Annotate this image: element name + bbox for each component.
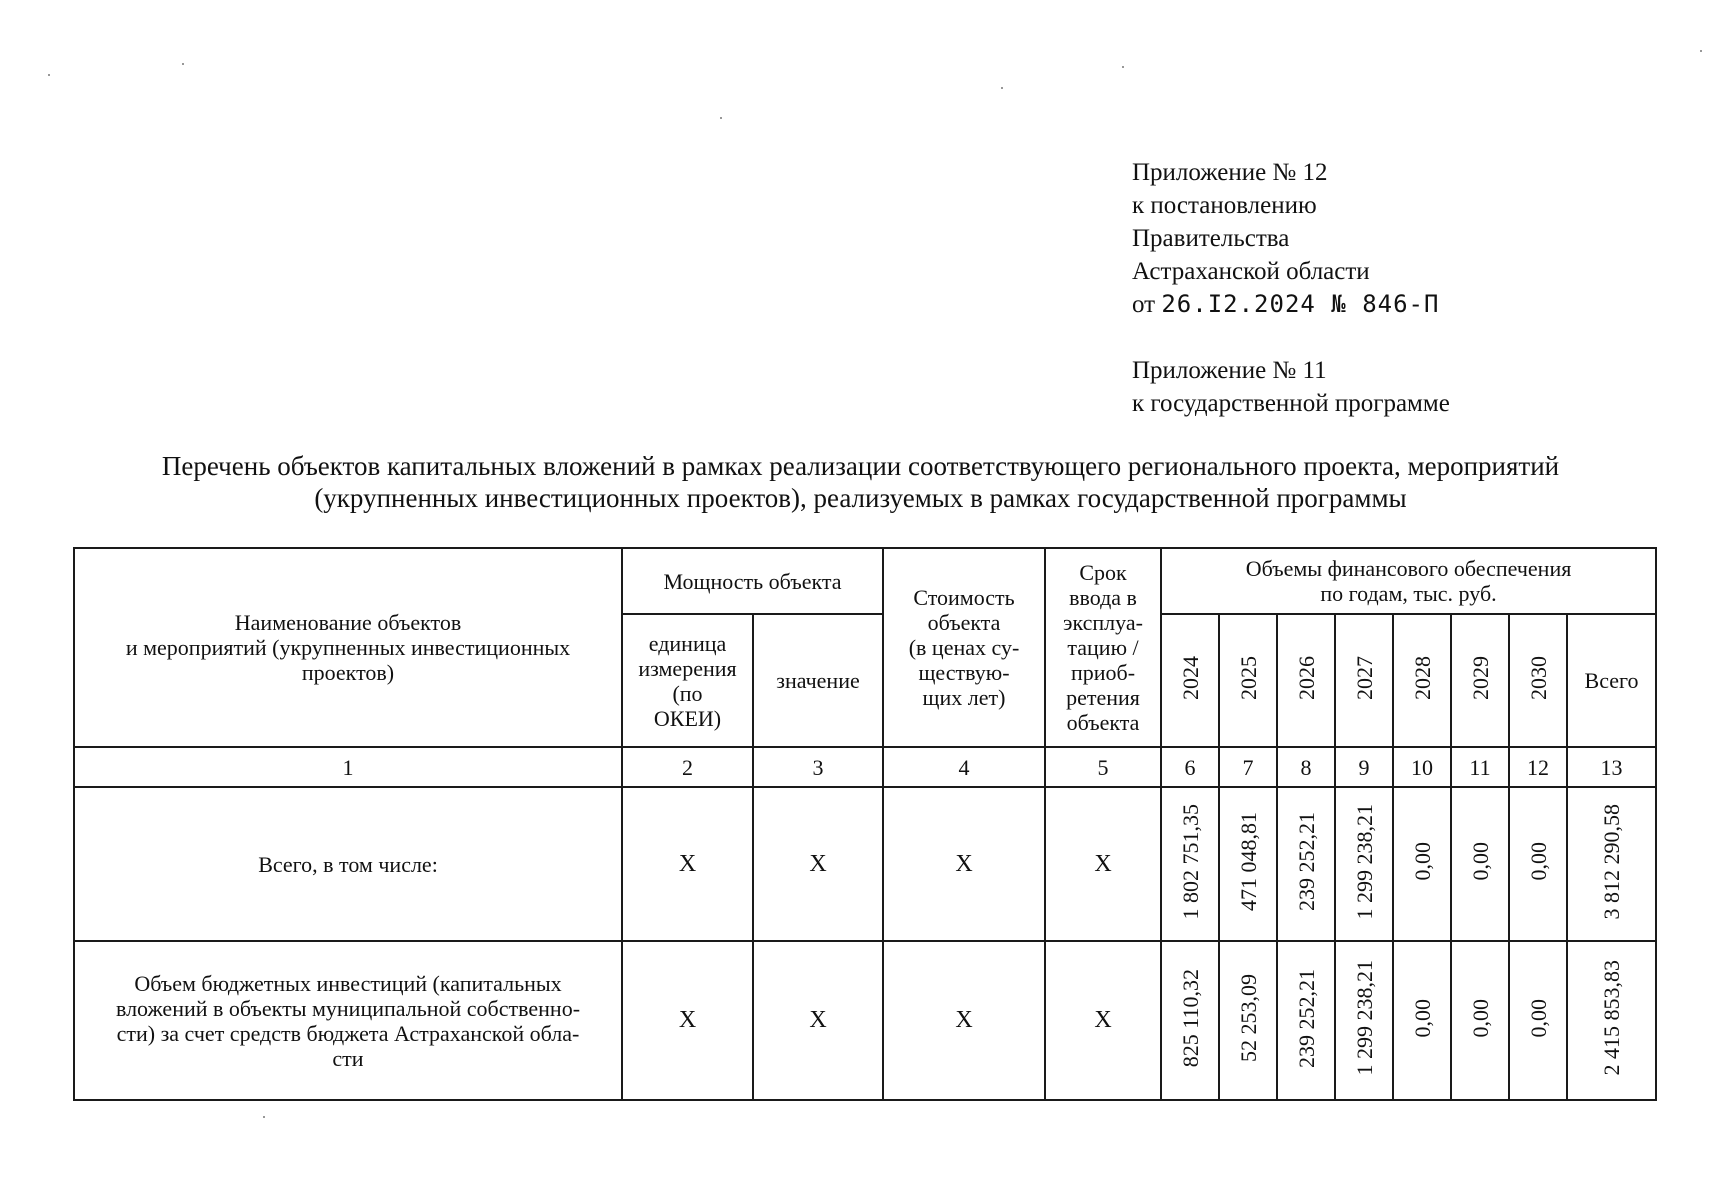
column-number: 11 <box>1451 747 1509 787</box>
amount-value: 0,00 <box>1525 842 1551 881</box>
amount-value: 0,00 <box>1409 842 1435 881</box>
amount-value: 0,00 <box>1525 998 1551 1038</box>
amount-value: 1 299 238,21 <box>1351 803 1377 920</box>
header-year-2024 <box>1161 614 1219 747</box>
column-number: 8 <box>1277 747 1335 787</box>
column-number: 12 <box>1509 747 1567 787</box>
header-unit-line: единица <box>648 630 727 656</box>
amount-2025 <box>1219 941 1277 1100</box>
header-funding <box>1161 548 1656 614</box>
column-number: 9 <box>1335 747 1393 787</box>
header-name-line: проектов) <box>301 660 395 685</box>
table-row-budget-investments <box>74 941 1656 1100</box>
header-capacity: Мощность объекта <box>622 548 883 614</box>
header-term-line: ретения <box>1066 685 1140 710</box>
program-line: к государственной программе <box>1132 390 1450 417</box>
header-unit-line: ОКЕИ) <box>653 705 722 731</box>
decree-date-line <box>1132 288 1692 321</box>
header-cost-line: щих лет) <box>922 685 1006 710</box>
amount-value: 0,00 <box>1467 998 1493 1038</box>
header-unit-line: измерения <box>638 655 737 681</box>
year-label: 2026 <box>1293 656 1319 700</box>
amount-2026 <box>1277 787 1335 941</box>
row-unit: Х <box>622 787 753 941</box>
amount-value: 52 253,09 <box>1235 974 1261 1062</box>
header-unit-line: (по <box>672 680 703 706</box>
row-name: Всего, в том числе: <box>74 787 622 941</box>
table-row-total <box>74 787 1656 941</box>
amount-2024 <box>1161 941 1219 1100</box>
header-term-line: тацию / <box>1067 635 1139 660</box>
header-cost-line: (в ценах су- <box>908 635 1020 660</box>
title-line-2: (укрупненных инвестиционных проектов), реализуемых в рамках государственной программы <box>314 483 1407 513</box>
row-name <box>74 941 622 1100</box>
header-funding-line: по годам, тыс. руб. <box>1320 581 1497 606</box>
header-year-2026 <box>1277 614 1335 747</box>
document-title <box>60 450 1661 514</box>
year-label: 2028 <box>1409 656 1435 700</box>
amount-value: 239 252,21 <box>1293 968 1319 1068</box>
amount-2027 <box>1335 787 1393 941</box>
decree-date-number: 26.I2.2024 № 846-П <box>1161 290 1440 318</box>
amount-2030 <box>1509 787 1567 941</box>
amount-2028 <box>1393 941 1451 1100</box>
amount-value: 0,00 <box>1409 998 1435 1038</box>
amount-2028 <box>1393 787 1451 941</box>
column-number: 4 <box>883 747 1045 787</box>
scan-speck <box>720 117 722 119</box>
amount-2026 <box>1277 941 1335 1100</box>
amount-total <box>1567 941 1656 1100</box>
header-year-2028 <box>1393 614 1451 747</box>
column-number: 7 <box>1219 747 1277 787</box>
region-line: Астраханской области <box>1132 258 1370 285</box>
column-number: 13 <box>1567 747 1656 787</box>
header-cost-line: объекта <box>927 610 1001 635</box>
row-term: Х <box>1045 941 1161 1100</box>
header-name-line: Наименование объектов <box>234 610 462 635</box>
decree-prefix: от <box>1132 291 1162 318</box>
row-unit: Х <box>622 941 753 1100</box>
scan-speck <box>1700 50 1702 52</box>
amount-value: 2 415 853,83 <box>1599 960 1625 1076</box>
header-cost-line: Стоимость <box>913 585 1015 610</box>
scan-speck <box>1122 66 1124 68</box>
row-cost: Х <box>883 787 1045 941</box>
row-name-line: вложений в объекты муниципальной собственно- <box>115 995 581 1021</box>
amount-value: 471 048,81 <box>1235 812 1261 911</box>
year-label: 2025 <box>1235 656 1261 700</box>
amount-2029 <box>1451 787 1509 941</box>
government-line: Правительства <box>1132 225 1290 252</box>
header-total: Всего <box>1567 614 1656 747</box>
amount-value: 1 802 751,35 <box>1177 803 1203 920</box>
capital-investment-table <box>73 547 1657 1101</box>
decree-line: к постановлению <box>1132 192 1317 219</box>
header-year-2025 <box>1219 614 1277 747</box>
column-number: 10 <box>1393 747 1451 787</box>
amount-value: 0,00 <box>1467 842 1493 881</box>
amount-2025 <box>1219 787 1277 941</box>
row-value: Х <box>753 787 883 941</box>
approval-block <box>1132 156 1692 321</box>
column-number: 2 <box>622 747 753 787</box>
header-term-line: эксплуа- <box>1063 610 1143 635</box>
amount-total <box>1567 787 1656 941</box>
amount-2024 <box>1161 787 1219 941</box>
header-year-2029 <box>1451 614 1509 747</box>
row-name-line: Объем бюджетных инвестиций (капитальных <box>134 970 562 996</box>
row-name-line: сти) за счет средств бюджета Астраханской обла- <box>116 1020 580 1046</box>
amount-2027 <box>1335 941 1393 1100</box>
program-appendix-block <box>1132 354 1692 420</box>
program-appendix-line: Приложение № 11 <box>1132 357 1327 384</box>
header-term-line: объекта <box>1066 710 1140 735</box>
row-name-line: сти <box>332 1045 364 1071</box>
amount-value: 3 812 290,58 <box>1599 803 1625 920</box>
scan-speck <box>1001 87 1003 89</box>
column-number: 6 <box>1161 747 1219 787</box>
year-label: 2027 <box>1351 656 1377 700</box>
year-label: 2029 <box>1467 656 1493 700</box>
column-number: 5 <box>1045 747 1161 787</box>
header-commissioning-term <box>1045 548 1161 747</box>
header-object-name <box>74 548 622 747</box>
header-cost-line: ществую- <box>918 660 1010 685</box>
header-term-line: Срок <box>1079 560 1127 585</box>
header-name-line: и мероприятий (укрупненных инвестиционных <box>125 635 571 660</box>
row-term: Х <box>1045 787 1161 941</box>
header-term-line: ввода в <box>1069 585 1137 610</box>
year-label: 2030 <box>1525 656 1551 700</box>
header-unit <box>622 614 753 747</box>
header-year-2030 <box>1509 614 1567 747</box>
appendix-line: Приложение № 12 <box>1132 159 1328 186</box>
year-label: 2024 <box>1177 656 1203 700</box>
scan-speck <box>263 1116 265 1118</box>
header-value: значение <box>753 614 883 747</box>
column-number: 1 <box>74 747 622 787</box>
row-value: Х <box>753 941 883 1100</box>
amount-value: 1 299 238,21 <box>1351 960 1377 1076</box>
column-number-row <box>74 747 1656 787</box>
amount-value: 825 110,32 <box>1177 968 1203 1068</box>
title-line-1: Перечень объектов капитальных вложений в рамках реализации соответствующего регионального проекта, мероприятий <box>161 451 1560 481</box>
column-number: 3 <box>753 747 883 787</box>
scan-speck <box>182 63 184 65</box>
header-cost <box>883 548 1045 747</box>
row-cost: Х <box>883 941 1045 1100</box>
scan-speck <box>48 74 50 76</box>
header-funding-line: Объемы финансового обеспечения <box>1245 556 1572 581</box>
amount-2030 <box>1509 941 1567 1100</box>
header-row-1 <box>74 548 1656 614</box>
amount-2029 <box>1451 941 1509 1100</box>
header-year-2027 <box>1335 614 1393 747</box>
header-term-line: приоб- <box>1070 660 1136 685</box>
amount-value: 239 252,21 <box>1293 812 1319 911</box>
